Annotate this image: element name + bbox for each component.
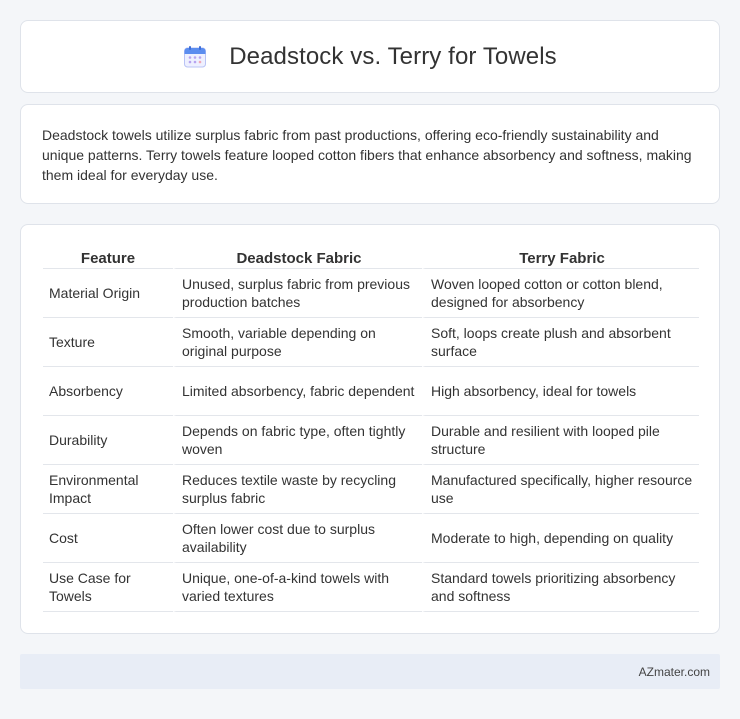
header-terry: Terry Fabric: [422, 245, 699, 269]
table-header-row: [43, 245, 699, 269]
terry-cell: Durable and resilient with looped pile structure: [422, 416, 699, 465]
header-feature: Feature: [43, 245, 173, 269]
feature-cell: Material Origin: [43, 269, 173, 318]
header-deadstock: Deadstock Fabric: [173, 245, 422, 269]
deadstock-cell: Unique, one-of-a-kind towels with varied textures: [173, 563, 422, 612]
deadstock-cell: Smooth, variable depending on original purpose: [173, 318, 422, 367]
feature-cell: Environmental Impact: [43, 465, 173, 514]
terry-cell: Woven looped cotton or cotton blend, designed for absorbency: [422, 269, 699, 318]
table-row: [43, 367, 699, 416]
deadstock-cell: Limited absorbency, fabric dependent: [173, 367, 422, 416]
deadstock-cell: Reduces textile waste by recycling surplus fabric: [173, 465, 422, 514]
deadstock-cell: Often lower cost due to surplus availability: [173, 514, 422, 563]
table-row: [43, 563, 699, 612]
table-row: [43, 416, 699, 465]
comparison-table: [43, 245, 699, 612]
deadstock-cell: Unused, surplus fabric from previous production batches: [173, 269, 422, 318]
table-row: [43, 514, 699, 563]
terry-cell: Manufactured specifically, higher resource use: [422, 465, 699, 514]
feature-cell: Texture: [43, 318, 173, 367]
feature-cell: Cost: [43, 514, 173, 563]
table-row: [43, 318, 699, 367]
footer-site-link[interactable]: AZmater.com: [638, 664, 710, 679]
terry-cell: Soft, loops create plush and absorbent surface: [422, 318, 699, 367]
title-wrap: [183, 43, 557, 71]
feature-cell: Absorbency: [43, 367, 173, 416]
intro-card: [20, 104, 720, 204]
deadstock-cell: Depends on fabric type, often tightly woven: [173, 416, 422, 465]
terry-cell: Moderate to high, depending on quality: [422, 514, 699, 563]
page-title: Deadstock vs. Terry for Towels: [229, 42, 557, 70]
terry-cell: Standard towels prioritizing absorbency and softness: [422, 563, 699, 612]
calendar-icon: [183, 45, 207, 69]
intro-paragraph: Deadstock towels utilize surplus fabric from past productions, offering eco-friendly sustainability and unique patterns. Terry towels feature looped cotton fibers that enhance absorbency and softness, making them ideal for everyday use.: [42, 127, 692, 183]
table-row: [43, 269, 699, 318]
title-card: [20, 20, 720, 93]
footer-bar: [20, 654, 720, 689]
terry-cell: High absorbency, ideal for towels: [422, 367, 699, 416]
feature-cell: Use Case for Towels: [43, 563, 173, 612]
feature-cell: Durability: [43, 416, 173, 465]
table-row: [43, 465, 699, 514]
comparison-card: [20, 224, 720, 634]
